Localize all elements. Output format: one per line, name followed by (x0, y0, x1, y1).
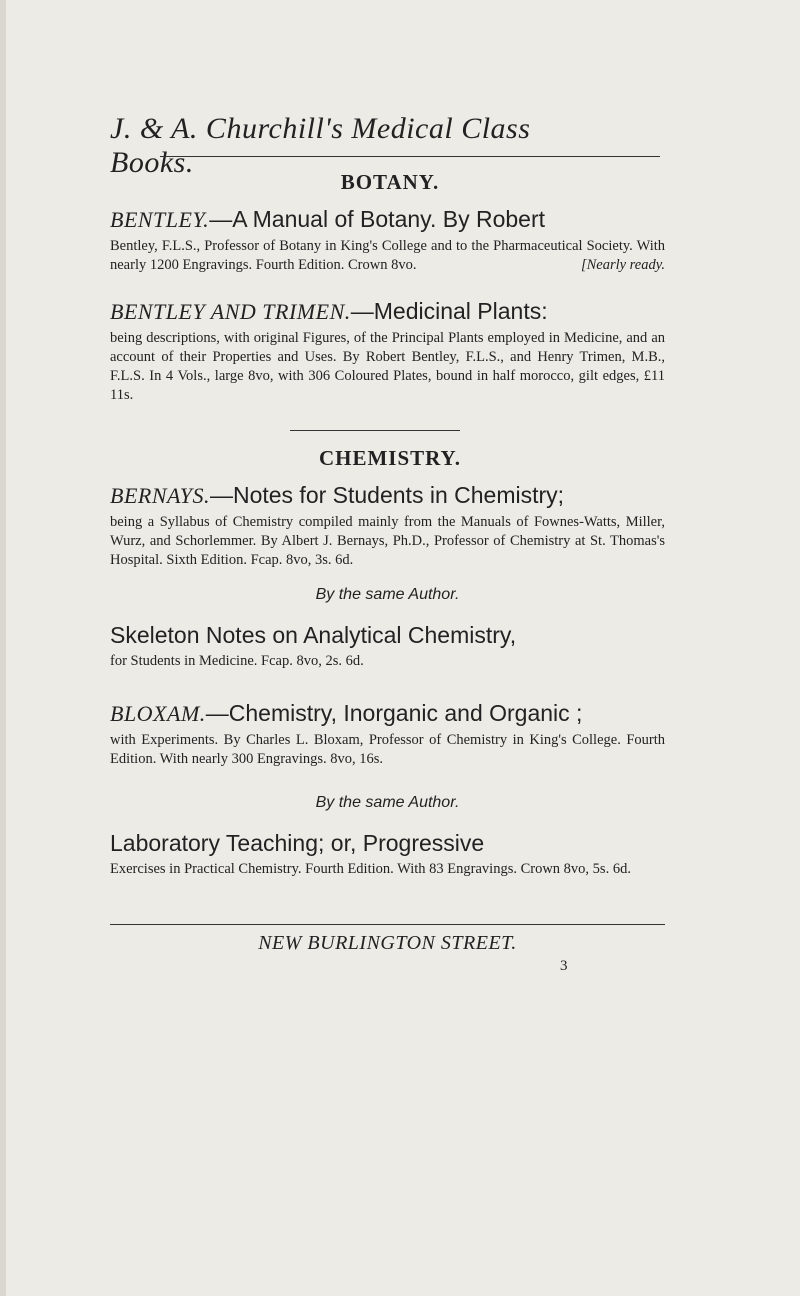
entry-bentley (110, 204, 665, 275)
entry-body: Exercises in Practical Chemistry. Fourth Edition. With 83 Engravings. Crown 8vo, 5s. 6d. (110, 861, 631, 877)
entry-body: being descriptions, with original Figures, of the Principal Plants employed in Medicine, and an account of their Properties and Uses. By Robert Bentley, F.L.S., and Henry Trimen, M.B., F.L.S. In 4 Vols., large 8vo, with 306 Coloured Plates, bound in half morocco, gilt edges, £11 11s. (110, 330, 665, 403)
header-rule (160, 156, 660, 157)
same-author-byline: By the same Author. (315, 586, 460, 603)
entry-body: being a Syllabus of Chemistry compiled mainly from the Manuals of Fownes-Watts, Miller, Wurz, and Schorlemmer. By Albert J. Bernays, Ph.D., Professor of Chemistry at St. Thomas's Hospital. Sixth Edition. Fcap. 8vo, 3s. 6d. (110, 514, 665, 568)
section-divider (290, 430, 460, 431)
entry-title: Laboratory Teaching; or, Progressive (110, 830, 485, 856)
entry-body: for Students in Medicine. Fcap. 8vo, 2s. 6d. (110, 653, 364, 669)
same-author-byline: By the same Author. (315, 794, 460, 811)
entry-title: —Medicinal Plants: (350, 298, 548, 324)
entry-body (110, 237, 665, 275)
section-heading-botany: BOTANY. (340, 170, 440, 194)
entry-laboratory-teaching (110, 828, 665, 879)
entry-body: with Experiments. By Charles L. Bloxam, Professor of Chemistry in King's College. Fourth Edition. With nearly 300 Engravings. 8vo, 16s. (110, 732, 665, 767)
footer-rule (110, 924, 665, 925)
entry-title: —A Manual of Botany. By Robert (209, 206, 545, 232)
entry-title: —Notes for Students in Chemistry; (209, 482, 565, 508)
section-heading-chemistry: CHEMISTRY. (318, 446, 462, 470)
entry-description: Bentley, F.L.S., Professor of Botany in King's College and to the Pharmaceutical Society. With nearly 1200 Engravings. Fourth Edition. Crown 8vo. (110, 238, 665, 273)
entry-title: Skeleton Notes on Analytical Chemistry, (110, 622, 517, 648)
entry-bloxam (110, 698, 665, 769)
entry-headline (110, 296, 665, 327)
footer-street: NEW BURLINGTON STREET. (258, 932, 517, 954)
entry-author: BERNAYS. (110, 483, 210, 508)
entry-headline (110, 480, 665, 511)
entry-headline (110, 204, 665, 235)
entry-headline (110, 698, 665, 729)
entry-author: BENTLEY AND TRIMEN. (110, 299, 351, 324)
entry-title: —Chemistry, Inorganic and Organic ; (205, 700, 583, 726)
page-edge (0, 0, 6, 1296)
entry-skeleton-notes (110, 620, 665, 671)
page-number: 3 (560, 958, 568, 974)
entry-bernays (110, 480, 665, 570)
entry-author: BLOXAM. (110, 701, 206, 726)
entry-author: BENTLEY. (110, 207, 210, 232)
entry-note: [Nearly ready. (580, 257, 665, 273)
running-header: J. & A. Churchill's Medical Class Books. (110, 112, 531, 179)
entry-bentley-trimen (110, 296, 665, 405)
